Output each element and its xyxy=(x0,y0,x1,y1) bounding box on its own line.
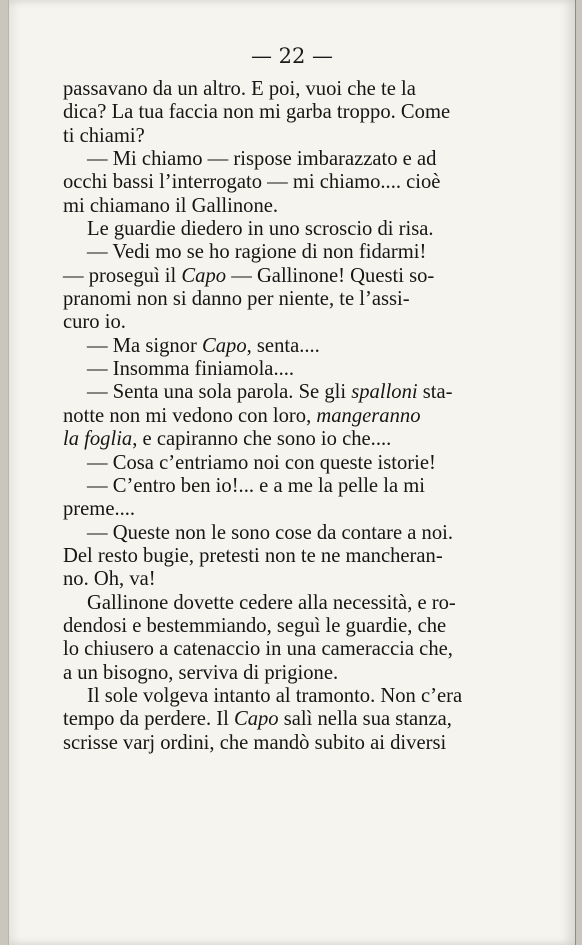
text-line: ti chiami? xyxy=(63,124,145,147)
text-line: lo chiusero a catenaccio in una cameraccia che, xyxy=(63,638,453,661)
italic-word-capo: Capo xyxy=(181,264,227,287)
text-line: mi chiamano il Gallinone. xyxy=(63,194,279,217)
text-line-with-italic xyxy=(63,265,533,288)
italic-word-spalloni: spalloni xyxy=(351,381,418,404)
italic-word-capo: Capo xyxy=(233,708,279,731)
text-line: preme.... xyxy=(63,498,136,521)
book-page xyxy=(8,0,576,945)
text-line-with-italic xyxy=(63,381,533,404)
text-line: dica? La tua faccia non mi garba troppo. Come xyxy=(63,101,451,124)
text-line: scrisse varj ordini, che mandò subito ai diversi xyxy=(63,731,447,754)
text-fragment: — Ma signor xyxy=(87,334,202,357)
text-fragment: , e capiranno che sono io che.... xyxy=(132,428,392,451)
text-fragment: tempo da perdere. Il xyxy=(63,708,234,731)
text-line: — Cosa c’entriamo noi con queste istorie! xyxy=(87,451,436,474)
text-line-with-italic xyxy=(63,405,533,428)
text-fragment: sta- xyxy=(417,381,453,404)
text-fragment: notte non mi vedono con loro, xyxy=(63,404,317,427)
text-line: Del resto bugie, pretesti non te ne mancheran- xyxy=(63,544,443,567)
text-line-with-italic xyxy=(63,428,533,451)
text-line: occhi bassi l’interrogato — mi chiamo.... cioè xyxy=(63,171,441,194)
text-fragment: — proseguì il xyxy=(63,264,182,287)
text-line: Le guardie diedero in uno scroscio di risa. xyxy=(87,218,434,241)
text-line-with-italic xyxy=(63,335,533,358)
text-line: — Vedi mo se ho ragione di non fidarmi! xyxy=(87,241,427,264)
text-line: passavano da un altro. E poi, vuoi che te la xyxy=(63,78,416,100)
page-number: — 22 — xyxy=(250,44,334,68)
text-line: — Mi chiamo — rispose imbarazzato e ad xyxy=(87,148,437,171)
text-line: Gallinone dovette cedere alla necessità, e ro- xyxy=(87,591,456,614)
text-line: — C’entro ben io!... e a me la pelle la mi xyxy=(87,474,425,497)
text-line: curo io. xyxy=(63,311,126,334)
text-fragment: salì nella sua stanza, xyxy=(278,708,452,731)
text-line: a un bisogno, serviva di prigione. xyxy=(63,661,339,684)
page-text xyxy=(63,78,533,755)
text-line: Il sole volgeva intanto al tramonto. Non c’era xyxy=(87,684,463,707)
italic-word-la-foglia: la foglia xyxy=(63,428,133,451)
text-line: pranomi non si danno per niente, te l’assi- xyxy=(63,288,410,311)
italic-word-mangeranno: mangeranno xyxy=(316,404,421,427)
italic-word-capo: Capo xyxy=(201,334,247,357)
text-line-with-italic xyxy=(63,708,533,731)
text-line: — Queste non le sono cose da contare a noi. xyxy=(87,521,454,544)
text-line: dendosi e bestemmiando, seguì le guardie, che xyxy=(63,614,447,637)
text-fragment: — Senta una sola parola. Se gli xyxy=(87,381,352,404)
text-fragment: — Gallinone! Questi so- xyxy=(226,264,435,287)
text-line: no. Oh, va! xyxy=(63,568,156,591)
text-fragment: , senta.... xyxy=(246,334,320,357)
text-line: — Insomma finiamola.... xyxy=(87,358,295,381)
